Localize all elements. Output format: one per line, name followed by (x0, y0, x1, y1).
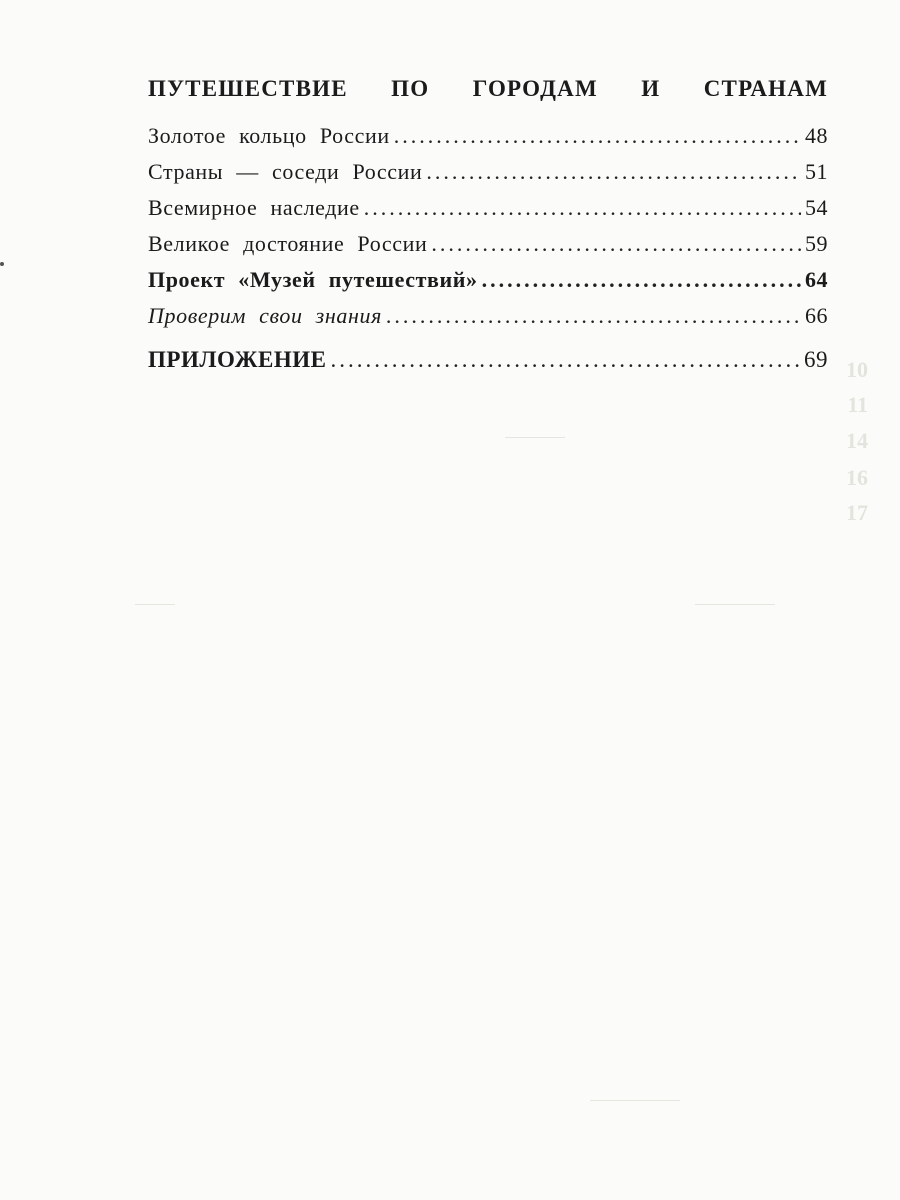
dot-leader (331, 342, 801, 378)
show-through-text: 10 (846, 357, 868, 382)
toc-entry-page: 51 (805, 159, 828, 184)
toc-entry[interactable] (148, 118, 828, 154)
toc-entry-page: 59 (805, 231, 828, 256)
toc-entry-page: 64 (805, 267, 828, 292)
page-edge-mark (0, 262, 4, 266)
dot-leader (394, 118, 801, 154)
toc-entry-check-knowledge[interactable] (148, 298, 828, 334)
toc-entry-page: 54 (805, 195, 828, 220)
dot-leader (386, 298, 801, 334)
toc-entry-label: Великое достояние России (148, 231, 428, 256)
show-through-line (590, 1100, 680, 1101)
show-through-line (135, 604, 175, 605)
toc-entry-label: Всемирное наследие (148, 195, 360, 220)
table-of-contents (148, 70, 828, 378)
toc-entry-project[interactable] (148, 262, 828, 298)
appendix-label: ПРИЛОЖЕНИЕ (148, 347, 327, 372)
show-through-text: 17 (846, 500, 868, 525)
toc-entry[interactable] (148, 226, 828, 262)
toc-entry-page: 48 (805, 123, 828, 148)
toc-entry[interactable] (148, 154, 828, 190)
toc-entry-appendix[interactable] (148, 342, 828, 378)
dot-leader (426, 154, 801, 190)
dot-leader (482, 262, 801, 298)
toc-entry-label: Проект «Музей путешествий» (148, 267, 478, 292)
appendix-page: 69 (804, 347, 828, 372)
toc-entry[interactable] (148, 190, 828, 226)
toc-entry-label: Страны — соседи России (148, 159, 423, 184)
show-through-text: 14 (846, 428, 868, 453)
show-through-line (505, 437, 565, 438)
toc-entry-label: Проверим свои знания (148, 303, 382, 328)
show-through-text: 11 (847, 392, 868, 417)
dot-leader (431, 226, 801, 262)
show-through-line (695, 604, 775, 605)
dot-leader (364, 190, 801, 226)
show-through-text: 16 (846, 465, 868, 490)
toc-entry-label: Золотое кольцо России (148, 123, 390, 148)
toc-entry-page: 66 (805, 303, 828, 328)
section-title: ПУТЕШЕСТВИЕ ПО ГОРОДАМ И СТРАНАМ (148, 76, 828, 101)
